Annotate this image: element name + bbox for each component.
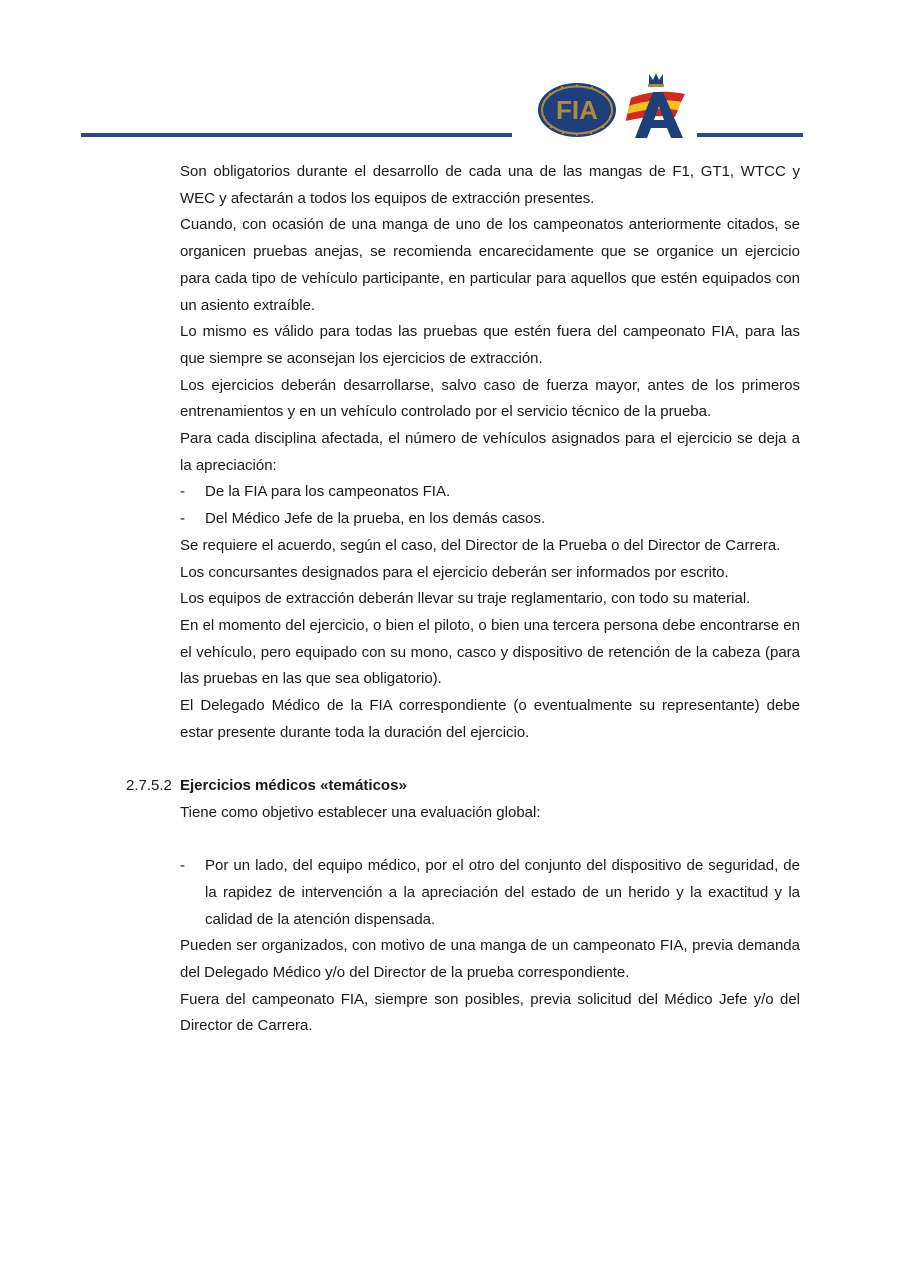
fia-logo xyxy=(537,82,617,138)
spacer xyxy=(180,827,800,854)
paragraph: Cuando, con ocasión de una manga de uno de los campeonatos anteriormente citados, se organicen pruebas anejas, se recomienda encarecidamente que se organice un ejercicio para cada tipo de vehículo participante, en particular para aquellos que estén equipados con un asiento extraíble. xyxy=(180,216,800,314)
section-title: Ejercicios médicos «temáticos» xyxy=(180,777,407,795)
paragraph: Se requiere el acuerdo, según el caso, del Director de la Prueba o del Director de Carrera. xyxy=(180,536,781,554)
list-item xyxy=(180,479,800,506)
paragraph: Los ejercicios deberán desarrollarse, salvo caso de fuerza mayor, antes de los primeros entrenamientos y en un vehículo controlado por el servicio técnico de la prueba. xyxy=(180,376,800,421)
rfea-logo xyxy=(623,70,689,140)
bullet-dash: - xyxy=(180,857,185,875)
paragraph: Los concursantes designados para el ejercicio deberán ser informados por escrito. xyxy=(180,563,729,581)
list-item xyxy=(180,506,800,533)
spacer xyxy=(180,746,800,773)
header-rule-left xyxy=(81,133,512,137)
list-item xyxy=(180,853,800,933)
fia-logo-text: FIA xyxy=(556,95,598,125)
paragraph: Tiene como objetivo establecer una evaluación global: xyxy=(180,803,541,821)
list-item-text: Del Médico Jefe de la prueba, en los demás casos. xyxy=(205,510,546,528)
document-body xyxy=(126,159,800,1040)
paragraph: El Delegado Médico de la FIA correspondiente (o eventualmente su representante) debe estar presente durante toda la duración del ejercicio. xyxy=(180,697,800,741)
section-number: 2.7.5.2 xyxy=(126,777,172,795)
paragraph: Para cada disciplina afectada, el número de vehículos asignados para el ejercicio se deja a la apreciación: xyxy=(180,430,800,474)
list-item-text: De la FIA para los campeonatos FIA. xyxy=(205,483,451,501)
paragraph: Fuera del campeonato FIA, siempre son posibles, previa solicitud del Médico Jefe y/o del Director de Carrera. xyxy=(180,990,800,1035)
bullet-dash: - xyxy=(180,510,185,528)
bullet-dash: - xyxy=(180,483,185,501)
paragraph: Lo mismo es válido para todas las pruebas que estén fuera del campeonato FIA, para las que siempre se aconsejan los ejercicios de extracción. xyxy=(180,323,800,367)
paragraph: Pueden ser organizados, con motivo de una manga de un campeonato FIA, previa demanda del Delegado Médico y/o del Director de la prueba correspondiente. xyxy=(180,937,800,982)
paragraph: En el momento del ejercicio, o bien el piloto, o bien una tercera persona debe encontrarse en el vehículo, pero equipado con su mono, casco y dispositivo de retención de la cabeza (para las pruebas en las que sea obligatorio). xyxy=(180,616,800,688)
paragraph: Los equipos de extracción deberán llevar su traje reglamentario, con todo su material. xyxy=(180,590,751,608)
header-rule-right xyxy=(697,133,803,137)
section-heading xyxy=(126,773,800,800)
paragraph: Son obligatorios durante el desarrollo de cada una de las mangas de F1, GT1, WTCC y WEC y afectarán a todos los equipos de extracción presentes. xyxy=(180,163,800,207)
list-item-text: Por un lado, del equipo médico, por el otro del conjunto del dispositivo de seguridad, de la rapidez de intervención a la apreciación del estado de un herido y la exactitud y la calidad de la atención dispensada. xyxy=(205,857,800,928)
